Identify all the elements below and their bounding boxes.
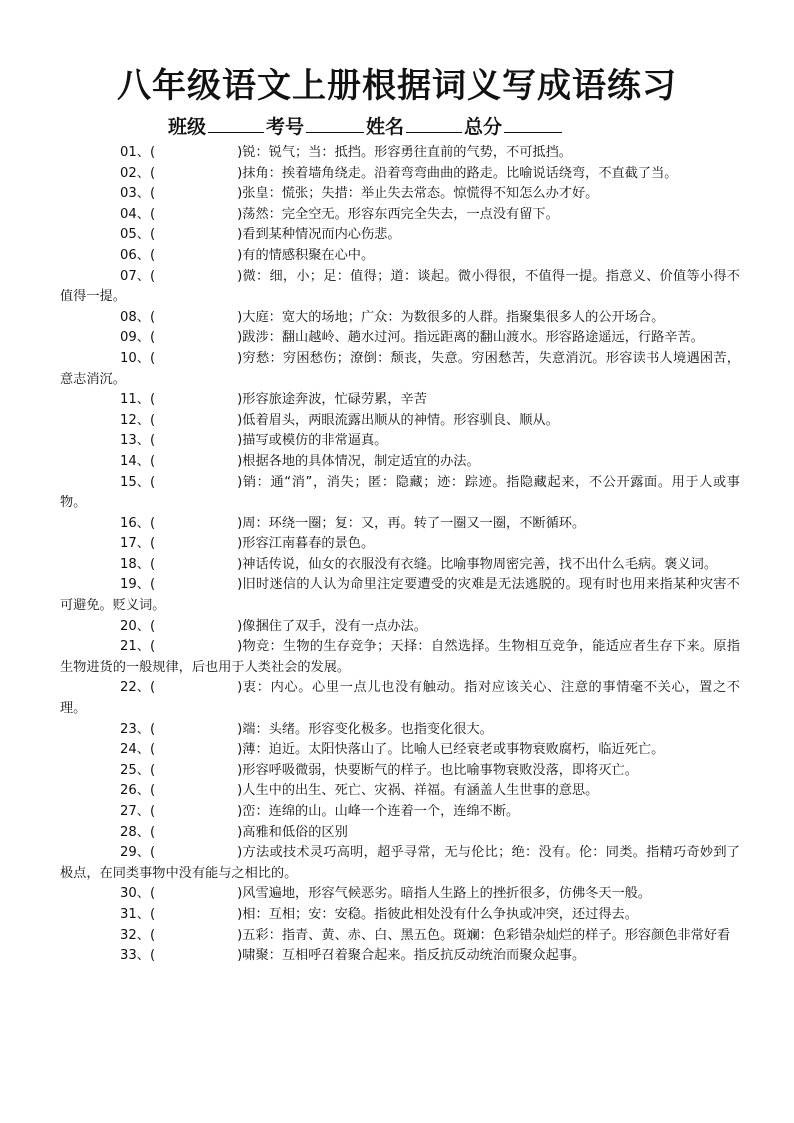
question-item <box>60 225 740 246</box>
question-number: 07、( <box>120 268 156 284</box>
question-number: 23、( <box>120 721 156 737</box>
question-definition: 峦：连绵的山。山峰一个连着一个，连绵不断。 <box>242 804 520 819</box>
question-definition: 根据各地的具体情况，制定适宜的办法。 <box>242 453 480 469</box>
answer-close-paren: ) <box>237 886 243 902</box>
answer-close-paren: ) <box>237 268 243 284</box>
answer-close-paren: ) <box>237 309 243 325</box>
answer-close-paren: ) <box>237 804 243 819</box>
question-item <box>60 143 740 164</box>
question-definition: 销：通“消”，消失；匿：隐藏；迹：踪迹。指隐藏起来，不公开露面。用于人或事物。 <box>60 474 740 511</box>
question-definition: 相：互相；安：安稳。指彼此相处没有什么争执或冲突，还过得去。 <box>242 906 638 922</box>
question-item <box>60 328 740 349</box>
question-definition: 有的情感积聚在心中。 <box>242 247 375 263</box>
question-definition: 人生中的出生、死亡、灾祸、祥福。有涵盖人生世事的意思。 <box>242 783 599 799</box>
answer-close-paren: ) <box>237 927 243 943</box>
question-item <box>60 678 740 719</box>
class-label: 班级 <box>168 116 207 138</box>
question-item <box>60 761 740 782</box>
question-definition: 五彩：指青、黄、赤、白、黑五色。斑斓：色彩错杂灿烂的样子。形容颜色非常好看 <box>242 927 731 943</box>
question-number: 22、( <box>120 680 156 696</box>
question-number: 15、( <box>120 474 156 490</box>
question-number: 06、( <box>120 247 156 263</box>
question-definition: 旧时迷信的人认为命里注定要遭受的灾难是无法逃脱的。现有时也用来指某种灾害不可避免。贬义词。 <box>60 577 740 614</box>
answer-close-paren: ) <box>237 556 243 572</box>
answer-close-paren: ) <box>237 742 243 758</box>
question-number: 04、( <box>120 206 156 222</box>
question-number: 32、( <box>120 927 156 943</box>
question-definition: 薄：迫近。太阳快落山了。比喻人已经衰老或事物衰败腐朽，临近死亡。 <box>242 742 665 758</box>
question-number: 29、( <box>120 845 156 861</box>
question-item <box>60 184 740 205</box>
exam-no-label: 考号 <box>266 116 305 138</box>
question-number: 28、( <box>120 824 156 840</box>
question-number: 25、( <box>120 762 156 778</box>
page-title: 八年级语文上册根据词义写成语练习 <box>117 66 677 106</box>
question-item <box>60 246 740 267</box>
answer-close-paren: ) <box>237 845 243 861</box>
question-definition: 跋涉：翻山越岭、趟水过河。指远距离的翻山渡水。形容路途遥远，行路辛苦。 <box>242 330 704 346</box>
question-definition: 风雪遍地，形容气候恶劣。暗指人生路上的挫折很多，仿佛冬天一般。 <box>242 886 652 902</box>
question-number: 30、( <box>120 886 156 902</box>
question-definition: 荡然：完全空无。形容东西完全失去，一点没有留下。 <box>242 206 559 222</box>
question-definition: 啸聚：互相呼召着聚合起来。指反抗反动统治而聚众起事。 <box>242 948 586 964</box>
question-item <box>60 946 740 967</box>
question-definition: 看到某种情况而内心伤悲。 <box>242 227 401 243</box>
question-item <box>60 267 740 308</box>
question-number: 05、( <box>120 227 156 243</box>
question-definition: 穷愁：穷困愁伤；潦倒：颓丧，失意。穷困愁苦，失意消沉。形容读书人境遇困苦，意志消沉。 <box>60 350 740 387</box>
question-item <box>60 514 740 535</box>
answer-close-paren: ) <box>237 412 243 428</box>
question-definition: 大庭：宽大的场地；广众：为数很多的人群。指聚集很多人的公开场合。 <box>242 309 665 325</box>
question-definition: 方法或技术灵巧高明，超乎寻常，无与伦比；绝：没有。伦：同类。指精巧奇妙到了极点，在同类事物中没有能与之相比的。 <box>60 845 740 881</box>
question-definition: 物竞：生物的生存竞争；天择：自然选择。生物相互竞争，能适应者生存下来。原指生物进货的一般规律，后也用于人类社会的发展。 <box>60 639 740 675</box>
answer-close-paren: ) <box>237 330 243 346</box>
question-number: 31、( <box>120 906 156 922</box>
question-item <box>60 740 740 761</box>
score-blank[interactable] <box>504 114 562 133</box>
answer-close-paren: ) <box>237 515 243 531</box>
answer-close-paren: ) <box>237 186 243 202</box>
question-number: 20、( <box>120 618 156 634</box>
question-item <box>60 390 740 411</box>
question-item <box>60 205 740 226</box>
question-number: 03、( <box>120 186 156 202</box>
question-definition: 形容呼吸微弱，快要断气的样子。也比喻事物衰败没落，即将灭亡。 <box>242 762 638 778</box>
question-number: 27、( <box>120 804 156 819</box>
question-definition: 周：环绕一圈；复：又，再。转了一圈又一圈，不断循环。 <box>242 515 586 531</box>
question-number: 12、( <box>120 412 156 428</box>
answer-close-paren: ) <box>237 721 243 737</box>
exam-no-blank[interactable] <box>306 114 364 133</box>
question-item <box>60 843 740 884</box>
answer-close-paren: ) <box>237 350 243 366</box>
question-definition: 像捆住了双手，没有一点办法。 <box>242 618 427 634</box>
answer-close-paren: ) <box>237 783 243 799</box>
question-number: 33、( <box>120 948 156 964</box>
question-number: 08、( <box>120 309 156 325</box>
question-item <box>60 555 740 576</box>
answer-close-paren: ) <box>237 392 243 408</box>
question-definition: 张皇：慌张；失措：举止失去常态。惊慌得不知怎么办才好。 <box>242 186 599 202</box>
question-number: 19、( <box>120 577 156 593</box>
question-definition: 高雅和低俗的区别 <box>242 824 348 840</box>
question-number: 13、( <box>120 433 156 449</box>
question-number: 21、( <box>120 639 156 655</box>
question-number: 17、( <box>120 536 156 552</box>
question-list <box>60 143 740 967</box>
question-number: 18、( <box>120 556 156 572</box>
name-blank[interactable] <box>406 114 462 133</box>
question-item <box>60 534 740 555</box>
question-item <box>60 411 740 432</box>
question-number: 09、( <box>120 330 156 346</box>
answer-close-paren: ) <box>237 165 243 181</box>
answer-close-paren: ) <box>237 824 243 840</box>
question-item <box>60 617 740 638</box>
question-definition: 衷：内心。心里一点儿也没有触动。指对应该关心、注意的事情毫不关心，置之不理。 <box>60 680 740 717</box>
answer-close-paren: ) <box>237 453 243 469</box>
class-blank[interactable] <box>208 114 264 133</box>
answer-close-paren: ) <box>237 639 243 655</box>
answer-close-paren: ) <box>237 206 243 222</box>
question-number: 01、( <box>120 145 156 160</box>
answer-close-paren: ) <box>237 247 243 263</box>
question-item <box>60 823 740 844</box>
question-definition: 形容江南暮春的景色。 <box>242 536 375 552</box>
answer-close-paren: ) <box>237 680 243 696</box>
question-definition: 低着眉头，两眼流露出顺从的神情。形容驯良、顺从。 <box>242 412 559 428</box>
question-item <box>60 802 740 823</box>
question-definition: 描写或模仿的非常逼真。 <box>242 433 388 449</box>
question-item <box>60 452 740 473</box>
question-item <box>60 905 740 926</box>
question-item <box>60 884 740 905</box>
answer-close-paren: ) <box>237 618 243 634</box>
question-item <box>60 637 740 678</box>
name-label: 姓名 <box>366 116 405 138</box>
question-item <box>60 164 740 185</box>
question-item <box>60 575 740 616</box>
question-item <box>60 349 740 390</box>
question-definition: 端：头绪。形容变化极多。也指变化很大。 <box>242 721 493 737</box>
question-definition: 神话传说，仙女的衣服没有衣缝。比喻事物周密完善，找不出什么毛病。褒义词。 <box>242 556 718 572</box>
question-number: 10、( <box>120 350 156 366</box>
question-definition: 形容旅途奔波，忙碌劳累，辛苦 <box>242 392 427 408</box>
answer-close-paren: ) <box>237 536 243 552</box>
question-number: 26、( <box>120 783 156 799</box>
question-number: 24、( <box>120 742 156 758</box>
question-number: 11、( <box>120 392 156 408</box>
question-definition: 锐：锐气；当：抵挡。形容勇往直前的气势，不可抵挡。 <box>242 145 572 160</box>
question-definition: 抹角：挨着墙角绕走。沿着弯弯曲曲的路走。比喻说话绕弯，不直截了当。 <box>242 165 678 181</box>
score-label: 总分 <box>464 116 503 138</box>
answer-close-paren: ) <box>237 906 243 922</box>
question-number: 02、( <box>120 165 156 181</box>
question-item <box>60 926 740 947</box>
question-number: 14、( <box>120 453 156 469</box>
question-item <box>60 473 740 514</box>
answer-close-paren: ) <box>237 762 243 778</box>
answer-close-paren: ) <box>237 145 243 160</box>
student-info-line <box>168 112 564 139</box>
answer-close-paren: ) <box>237 227 243 243</box>
answer-close-paren: ) <box>237 474 243 490</box>
question-number: 16、( <box>120 515 156 531</box>
question-item <box>60 781 740 802</box>
question-item <box>60 431 740 452</box>
question-item <box>60 720 740 741</box>
answer-close-paren: ) <box>237 948 243 964</box>
question-item <box>60 308 740 329</box>
question-definition: 微：细，小；足：值得；道：谈起。微小得很，不值得一提。指意义、价值等小得不值得一提。 <box>60 268 740 305</box>
answer-close-paren: ) <box>237 577 243 593</box>
answer-close-paren: ) <box>237 433 243 449</box>
